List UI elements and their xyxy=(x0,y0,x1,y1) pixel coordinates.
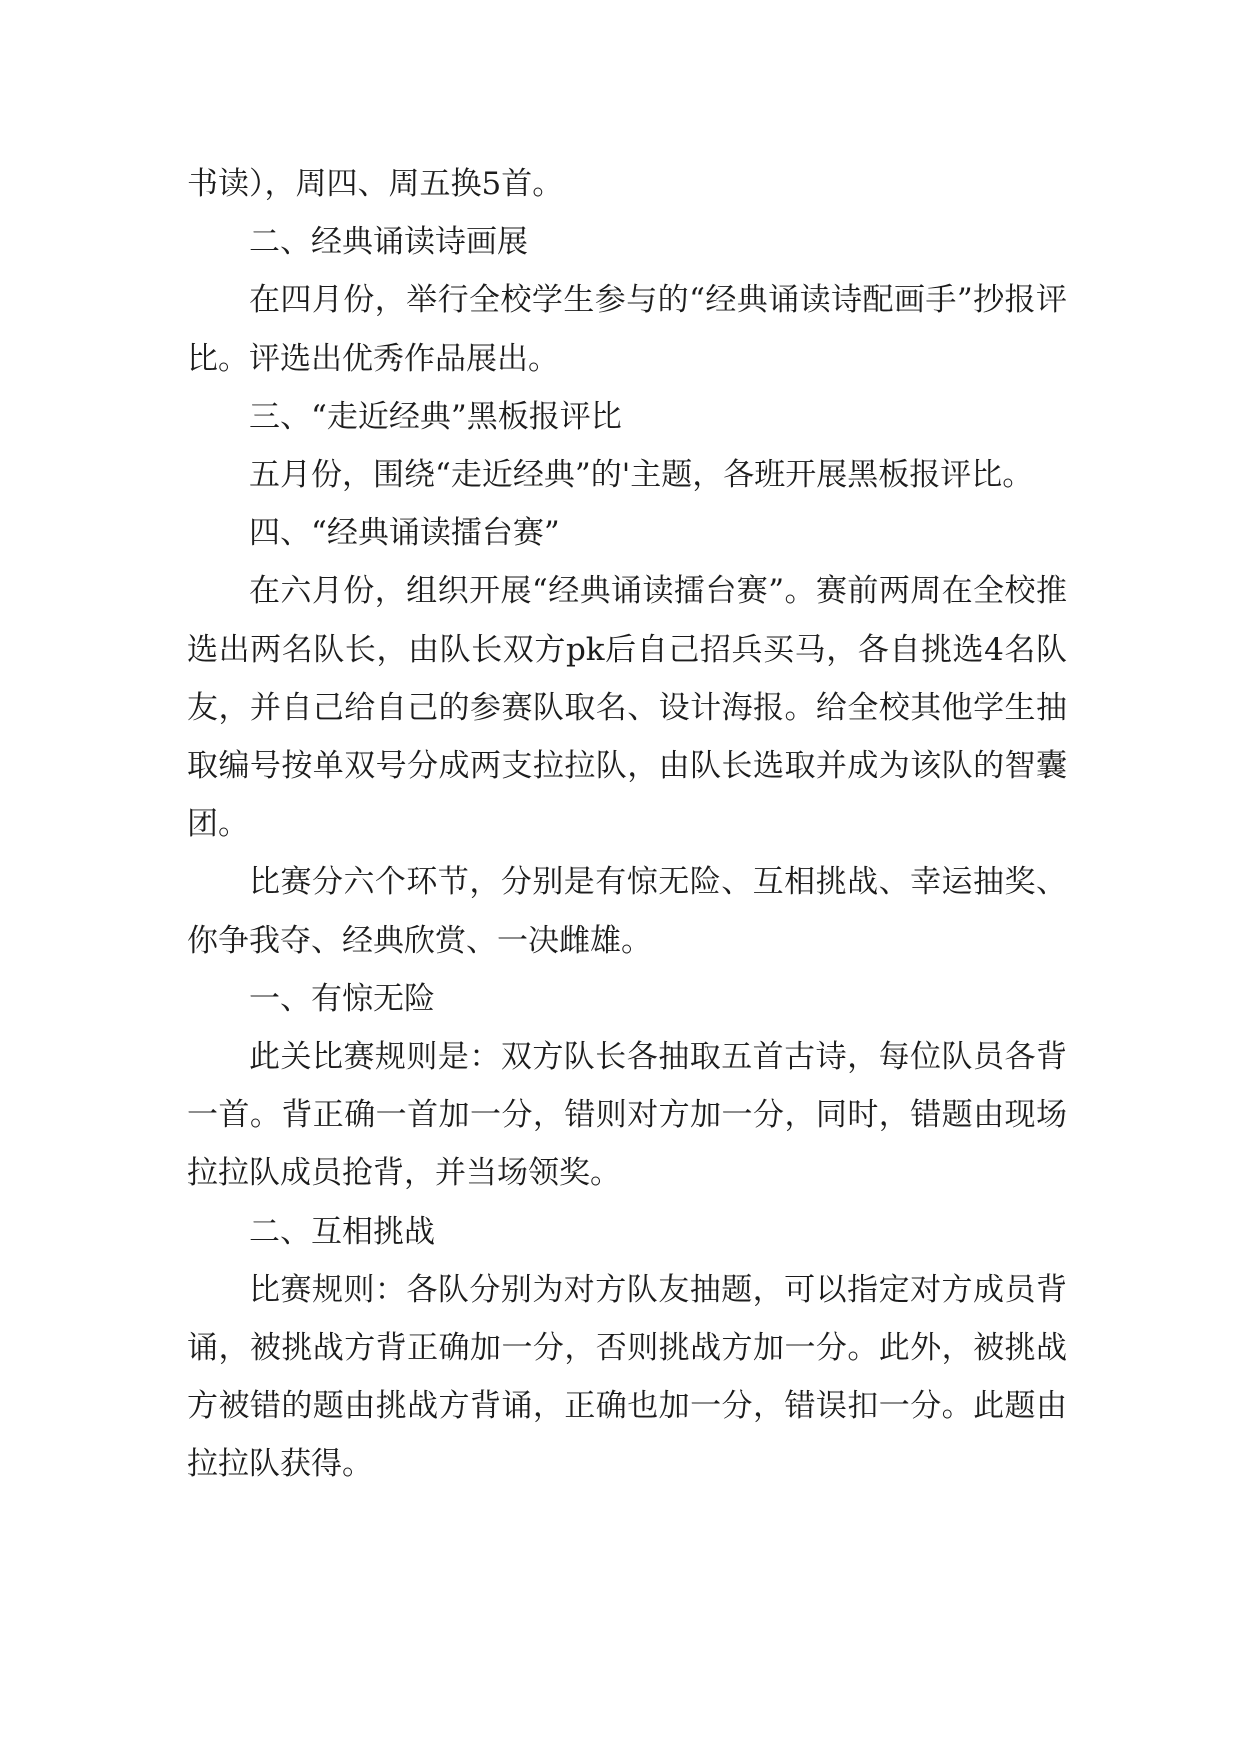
paragraph-six-rounds: 比赛分六个环节，分别是有惊无险、互相挑战、幸运抽奖、你争我夺、经典欣赏、一决雌雄。 xyxy=(187,864,1067,959)
round-heading-2: 二、互相挑战 xyxy=(249,1213,435,1250)
paragraph-may-blackboard: 五月份，围绕“走近经典”的'主题，各班开展黑板报评比。 xyxy=(249,457,1034,494)
document-body xyxy=(187,155,1067,1494)
section-heading-arena-contest: 四、“经典诵读擂台赛” xyxy=(249,515,560,552)
section-heading-blackboard-contest: 三、“走近经典”黑板报评比 xyxy=(249,398,622,435)
paragraph-continuation: 书读），周四、周五换5首。 xyxy=(187,166,564,202)
paragraph-april-poster-contest: 在四月份，举行全校学生参与的“经典诵读诗配画手”抄报评比。评选出优秀作品展出。 xyxy=(187,282,1067,377)
section-heading-poetry-painting-exhibition: 二、经典诵读诗画展 xyxy=(249,224,528,261)
paragraph-round-2-rules: 比赛规则：各队分别为对方队友抽题，可以指定对方成员背诵，被挑战方背正确加一分，否则挑战方加一分。此外，被挑战方被错的题由挑战方背诵，正确也加一分，错误扣一分。此题由拉拉队获得。 xyxy=(187,1271,1067,1483)
paragraph-june-arena: 在六月份，组织开展“经典诵读擂台赛”。赛前两周在全校推选出两名队长，由队长双方pk后自己招兵买马，各自挑选4名队友，并自己给自己的参赛队取名、设计海报。给全校其他学生抽取编号按单双号分成两支拉拉队，由队长选取并成为该队的智囊团。 xyxy=(187,573,1067,843)
paragraph-round-1-rules: 此关比赛规则是：双方队长各抽取五首古诗，每位队员各背一首。背正确一首加一分，错则对方加一分，同时，错题由现场拉拉队成员抢背，并当场领奖。 xyxy=(187,1039,1067,1192)
round-heading-1: 一、有惊无险 xyxy=(249,980,435,1017)
